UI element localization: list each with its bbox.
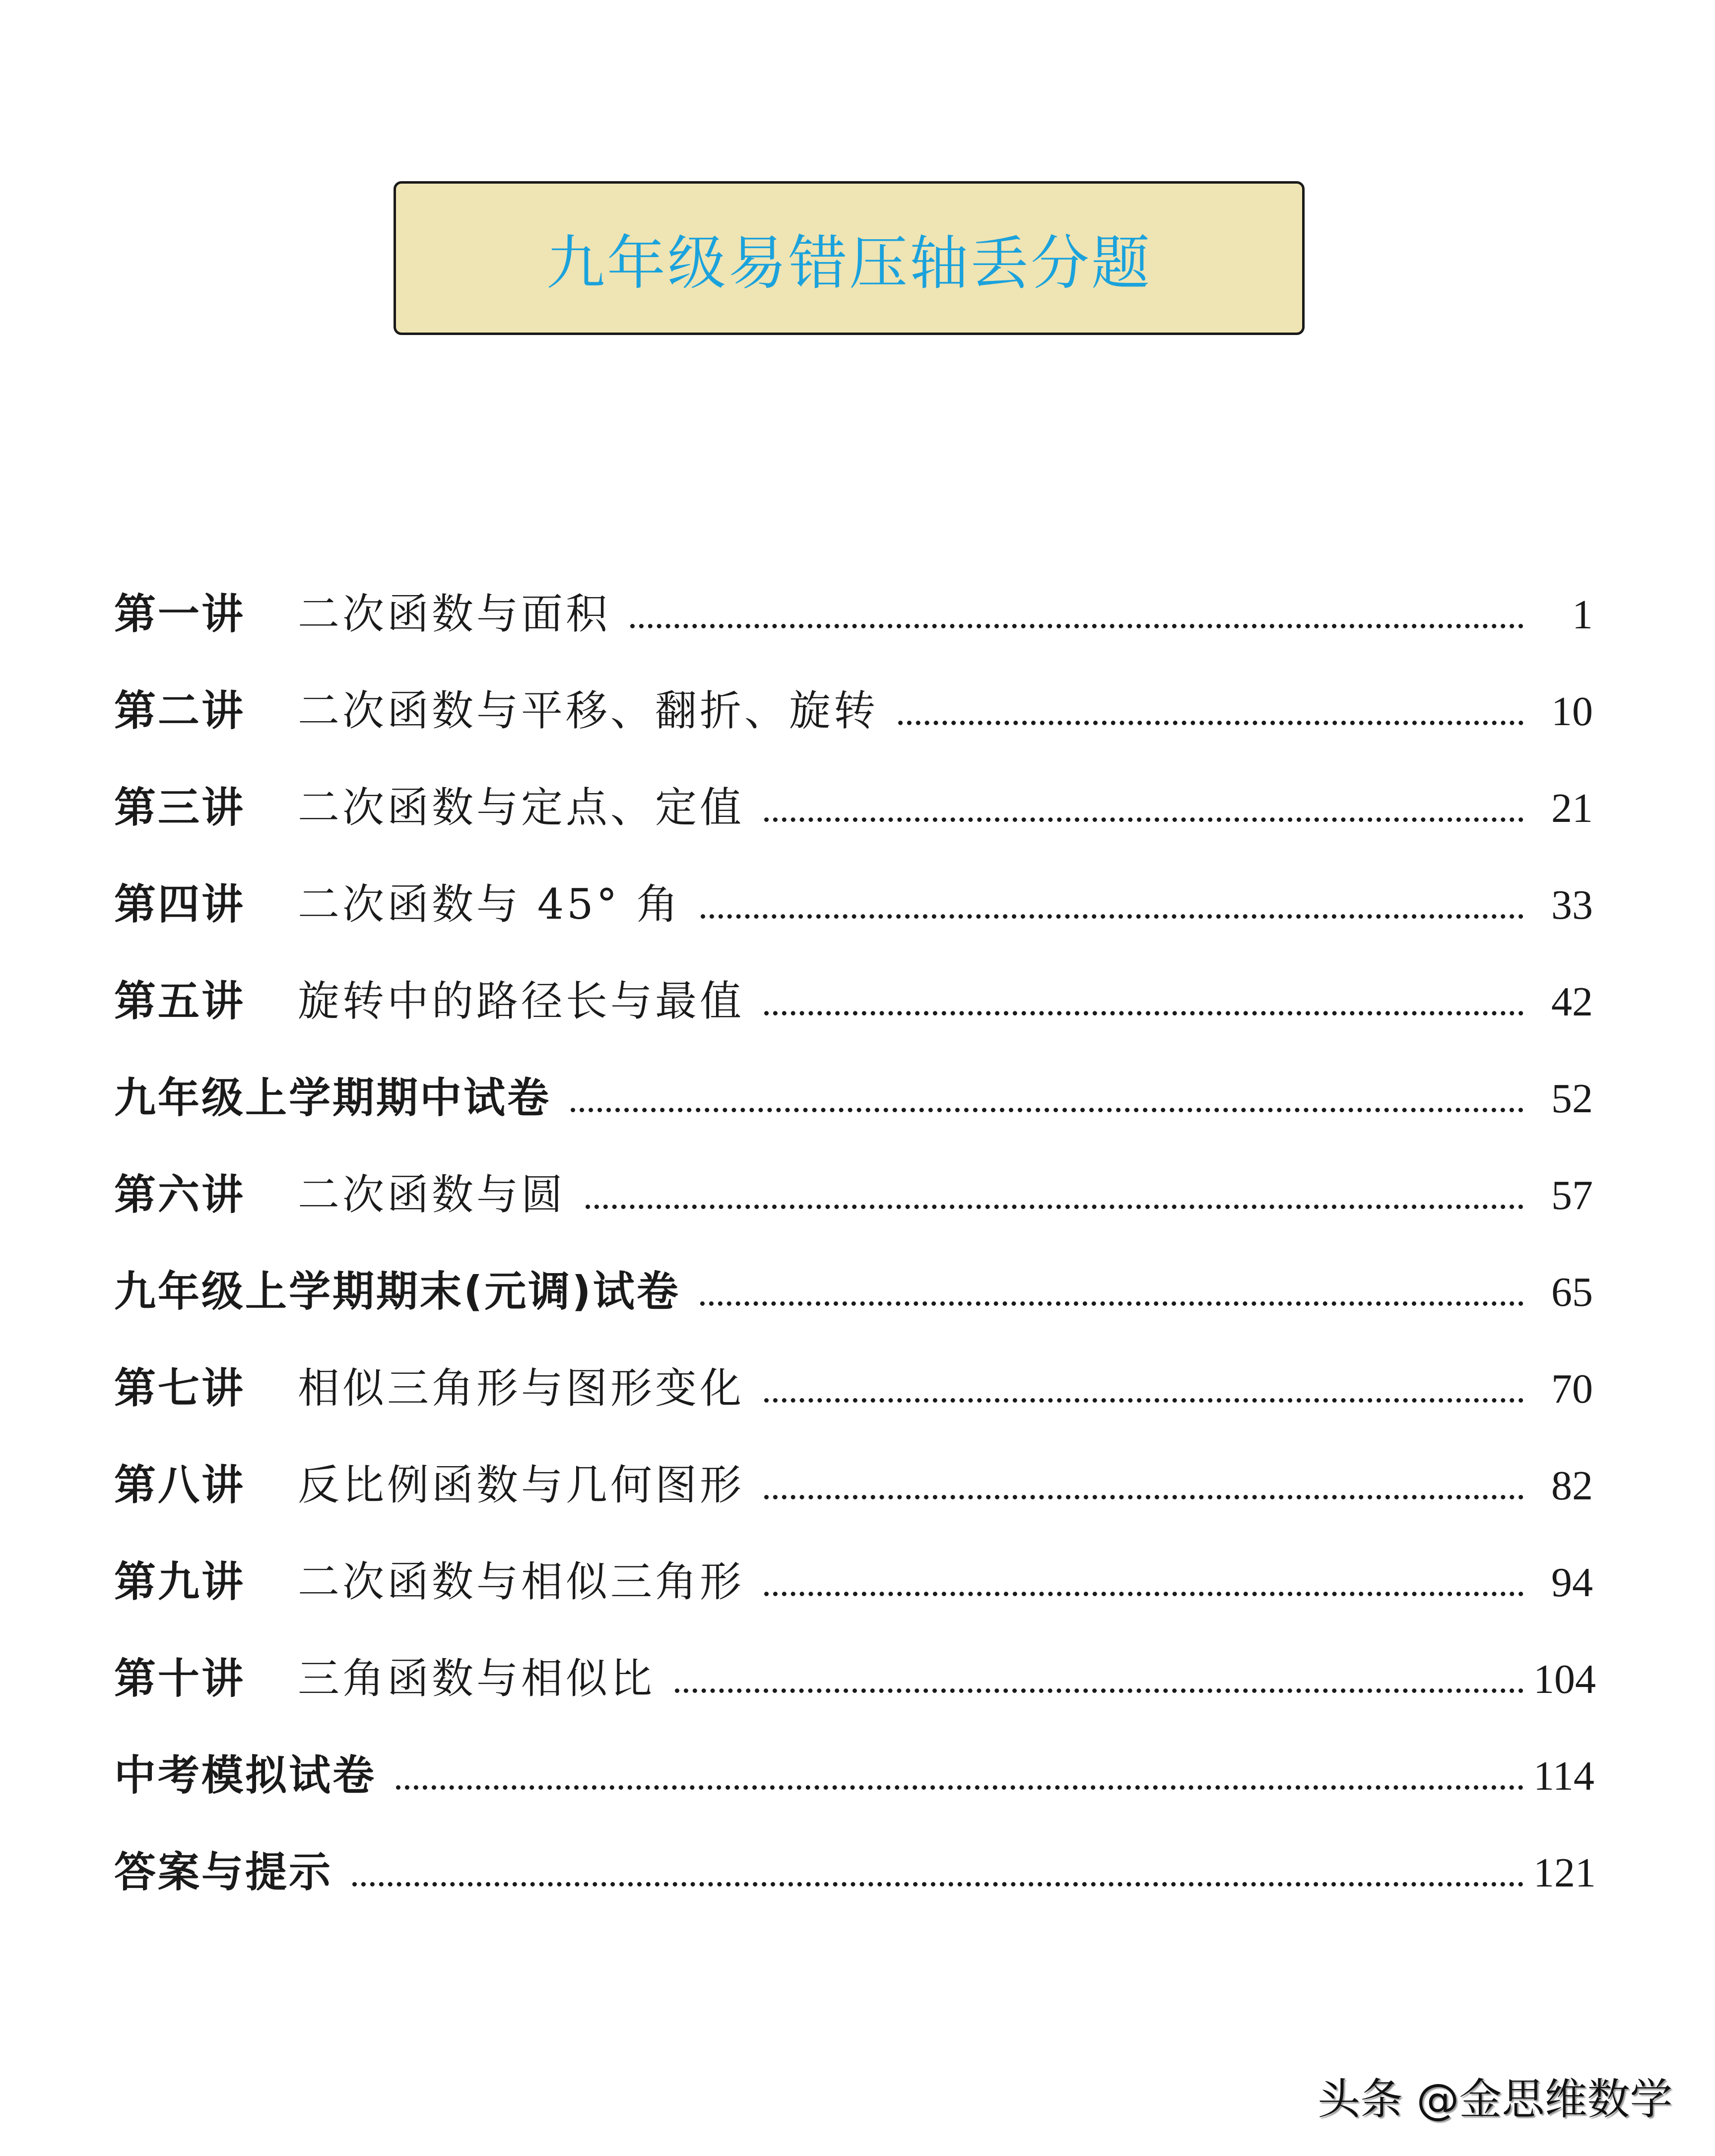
- toc-entry[interactable]: [114, 581, 1593, 677]
- toc-entry-label: 第一讲: [114, 590, 246, 638]
- toc-entry-label: 中考模拟试卷: [114, 1751, 377, 1800]
- toc-entry-title: 二次函数与面积: [298, 590, 611, 638]
- toc-entry-label: 答案与提示: [114, 1848, 333, 1896]
- toc-entry-label: 第九讲: [114, 1557, 246, 1606]
- dot-leader: [630, 624, 1523, 628]
- dot-leader: [571, 1108, 1523, 1112]
- toc-entry-page: 10: [1551, 688, 1593, 735]
- dot-leader: [898, 721, 1523, 725]
- dot-leader: [764, 817, 1523, 822]
- toc-entry[interactable]: [114, 1839, 1596, 1936]
- toc-entry[interactable]: [114, 871, 1593, 968]
- watermark: 头条 @金思维数学: [1318, 2075, 1673, 2124]
- toc-entry[interactable]: [114, 1065, 1593, 1161]
- toc-entry-title: 三角函数与相似比: [298, 1654, 656, 1703]
- toc-entry[interactable]: [114, 1645, 1596, 1742]
- toc-entry-label: 第二讲: [114, 686, 246, 735]
- toc-entry-page: 57: [1551, 1172, 1593, 1218]
- toc-entry-page: 94: [1551, 1559, 1593, 1606]
- dot-leader: [764, 1398, 1523, 1403]
- toc-entry[interactable]: [114, 677, 1593, 774]
- toc-entry-title: 反比例函数与几何图形: [298, 1461, 745, 1509]
- dot-leader: [675, 1688, 1523, 1693]
- toc-entry-page: 42: [1551, 979, 1593, 1025]
- toc-entry-label: 第六讲: [114, 1170, 246, 1219]
- dot-leader: [586, 1205, 1523, 1209]
- book-title-box: [394, 181, 1305, 335]
- toc-entry[interactable]: [114, 968, 1593, 1065]
- toc-entry-label: 九年级上学期期末(元调)试卷: [114, 1267, 680, 1316]
- dot-leader: [396, 1785, 1523, 1790]
- toc-entry-page: 21: [1551, 785, 1593, 831]
- dot-leader: [352, 1882, 1523, 1886]
- toc-entry-title: 二次函数与 45° 角: [298, 880, 681, 929]
- toc-entry-label: 第七讲: [114, 1364, 246, 1413]
- toc-entry-page: 52: [1551, 1076, 1593, 1122]
- toc-entry-label: 第五讲: [114, 977, 246, 1025]
- toc-entry-page: 65: [1551, 1269, 1593, 1315]
- toc-entry-title: 旋转中的路径长与最值: [298, 977, 745, 1025]
- dot-leader: [700, 1301, 1523, 1306]
- toc-entry-page: 114: [1533, 1753, 1594, 1799]
- toc-entry[interactable]: [114, 774, 1593, 871]
- toc-entry-label: 九年级上学期期中试卷: [114, 1074, 551, 1122]
- toc-entry-page: 104: [1533, 1656, 1596, 1702]
- toc-entry-label: 第八讲: [114, 1461, 246, 1509]
- toc-entry-title: 二次函数与相似三角形: [298, 1557, 745, 1606]
- toc-entry-page: 121: [1533, 1850, 1596, 1896]
- toc-entry-label: 第三讲: [114, 783, 246, 832]
- toc-entry-page: 70: [1551, 1366, 1593, 1412]
- toc-entry-page: 82: [1551, 1463, 1593, 1509]
- toc-entry-title: 二次函数与定点、定值: [298, 783, 745, 832]
- toc-entry-page: 33: [1551, 882, 1593, 928]
- toc-entry-title: 相似三角形与图形变化: [298, 1364, 745, 1413]
- toc-entry[interactable]: [114, 1549, 1593, 1645]
- dot-leader: [764, 1495, 1523, 1499]
- book-title: 九年级易错压轴丢分题: [546, 229, 1152, 297]
- toc-entry-title: 二次函数与平移、翻折、旋转: [298, 686, 879, 735]
- table-of-contents: [114, 581, 1596, 1936]
- toc-entry-label: 第十讲: [114, 1654, 246, 1703]
- dot-leader: [764, 1592, 1523, 1596]
- toc-entry[interactable]: [114, 1258, 1593, 1355]
- toc-entry-title: 二次函数与圆: [298, 1170, 566, 1219]
- toc-entry[interactable]: [114, 1355, 1593, 1452]
- toc-entry[interactable]: [114, 1742, 1593, 1839]
- toc-entry-page: 1: [1572, 592, 1593, 638]
- toc-entry[interactable]: [114, 1452, 1593, 1549]
- toc-entry[interactable]: [114, 1161, 1593, 1258]
- toc-entry-label: 第四讲: [114, 880, 246, 929]
- dot-leader: [701, 914, 1523, 919]
- dot-leader: [764, 1011, 1523, 1015]
